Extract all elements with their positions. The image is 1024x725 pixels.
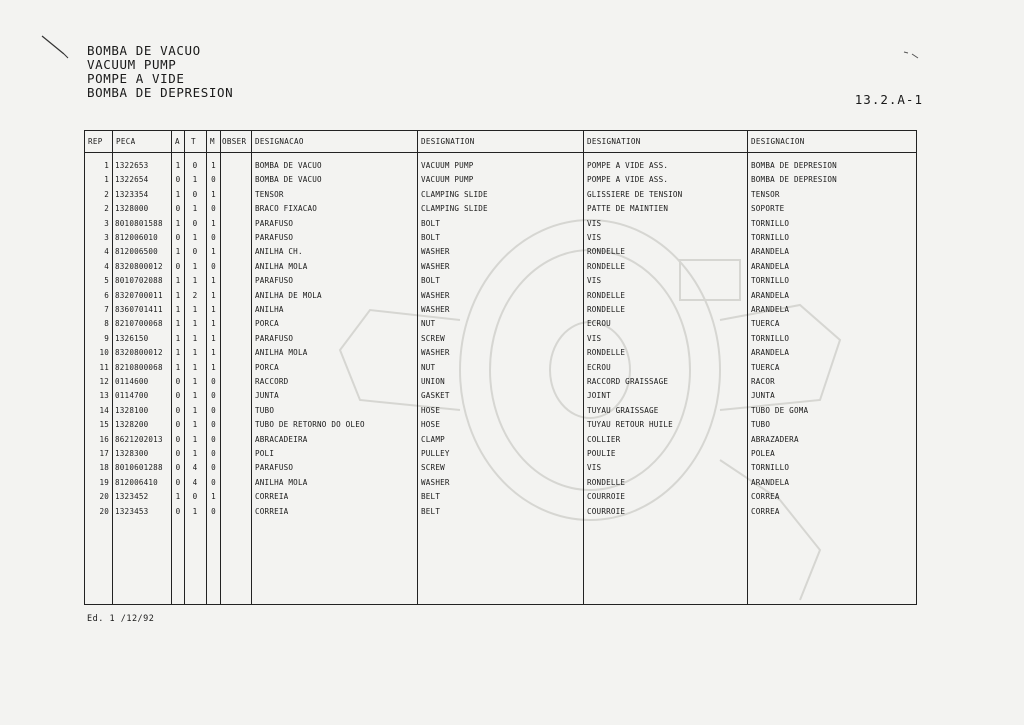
cell-pt: BRACO FIXACAO [255,204,318,214]
cell-en: HOSE [421,420,441,430]
cell-m: 1 [211,247,216,257]
cell-rep: 20 [99,492,109,502]
table-row [85,461,916,475]
table-row [85,375,916,389]
cell-a: 0 [175,420,181,430]
cell-pt: PARAFUSO [255,276,294,286]
cell-peca: 8210700068 [115,319,163,329]
cell-a: 1 [175,189,181,199]
cell-m: 0 [211,477,216,487]
cell-a: 0 [175,463,181,473]
cell-t: 0 [192,189,198,199]
cell-a: 1 [175,218,181,228]
cell-rep: 3 [104,218,109,228]
cell-es: POLEA [751,449,775,458]
cell-fr: JOINT [587,391,611,401]
cell-es: CORREA [751,492,780,502]
cell-rep: 4 [104,247,109,257]
cell-rep: 20 [99,506,109,516]
cell-pt: PARAFUSO [255,218,294,228]
cell-en: UNION [421,377,445,386]
table-row [85,361,916,375]
cell-peca: 812006500 [115,247,158,257]
cell-m: 0 [211,233,216,242]
cell-pt: PORCA [255,362,279,372]
cell-m: 0 [211,463,216,473]
table-row [85,332,916,346]
cell-t: 1 [192,377,198,386]
cell-pt: CORREIA [255,492,289,502]
cell-es: TORNILLO [751,276,790,286]
cell-t: 1 [192,391,198,401]
cell-a: 0 [175,477,181,487]
cell-t: 1 [192,261,198,271]
cell-pt: PARAFUSO [255,333,294,343]
scan-mark [40,34,70,64]
cell-pt: ABRACADEIRA [255,434,308,444]
cell-peca: 8621202013 [115,434,163,444]
cell-es: TORNILLO [751,333,790,343]
title-french: POMPE A VIDE [87,71,185,86]
cell-es: BOMBA DE DEPRESION [751,161,837,170]
cell-fr: PATTE DE MAINTIEN [587,204,669,214]
table-row [85,490,916,504]
cell-pt: TUBO DE RETORNO DO OLEO [255,420,365,430]
cell-m: 0 [211,391,216,401]
cell-t: 0 [192,492,198,502]
cell-fr: RONDELLE [587,348,626,358]
cell-m: 0 [211,204,216,214]
cell-a: 1 [175,492,181,502]
table-row [85,260,916,274]
cell-es: TUERCA [751,319,780,329]
title-spanish: BOMBA DE DEPRESION [87,85,234,100]
cell-en: PULLEY [421,449,450,458]
table-row [85,346,916,360]
cell-t: 1 [192,449,198,458]
cell-peca: 8320800012 [115,261,163,271]
cell-es: TORNILLO [751,233,790,242]
cell-t: 1 [192,405,198,415]
cell-a: 1 [175,319,181,329]
table-row [85,404,916,418]
header-divider [85,152,916,153]
table-row [85,245,916,259]
cell-es: TUBO [751,420,771,430]
cell-pt: TENSOR [255,189,284,199]
cell-en: WASHER [421,305,450,314]
cell-fr: RONDELLE [587,247,626,257]
cell-peca: 1322654 [115,175,149,185]
cell-a: 0 [175,449,181,458]
cell-m: 1 [211,362,216,372]
cell-a: 0 [175,434,181,444]
cell-t: 2 [192,290,198,300]
cell-fr: POULIE [587,449,616,458]
cell-en: WASHER [421,247,450,257]
header-obser: OBSER [222,137,247,146]
cell-peca: 0114600 [115,377,149,386]
cell-fr: RONDELLE [587,305,626,314]
cell-a: 1 [175,290,181,300]
cell-t: 1 [192,362,198,372]
cell-t: 4 [192,463,198,473]
page-reference: 13.2.A-1 [854,92,923,107]
cell-t: 1 [192,204,198,214]
cell-peca: 1328300 [115,449,149,458]
cell-es: ARANDELA [751,477,790,487]
cell-peca: 1323452 [115,492,149,502]
cell-m: 0 [211,506,216,516]
cell-fr: COURROIE [587,492,626,502]
cell-peca: 8210800068 [115,362,163,372]
header-m: M [210,137,215,146]
cell-m: 1 [211,189,216,199]
cell-peca: 1328100 [115,405,149,415]
table-row [85,159,916,173]
cell-t: 1 [192,333,198,343]
cell-m: 0 [211,261,216,271]
cell-rep: 2 [104,189,109,199]
cell-en: VACUUM PUMP [421,175,474,185]
cell-fr: RONDELLE [587,477,626,487]
cell-en: WASHER [421,290,450,300]
table-row [85,317,916,331]
cell-pt: BOMBA DE VACUO [255,161,322,170]
cell-en: CLAMPING SLIDE [421,204,488,214]
cell-rep: 18 [99,463,109,473]
cell-es: SOPORTE [751,204,785,214]
cell-a: 1 [175,362,181,372]
cell-en: VACUUM PUMP [421,161,474,170]
cell-en: WASHER [421,477,450,487]
cell-peca: 8320800012 [115,348,163,358]
title-english: VACUUM PUMP [87,57,177,72]
cell-a: 0 [175,405,181,415]
cell-t: 1 [192,233,198,242]
edition-footer: Ed. 1 /12/92 [87,614,155,624]
cell-es: TORNILLO [751,218,790,228]
cell-a: 0 [175,377,181,386]
cell-en: BOLT [421,276,441,286]
cell-peca: 8360701411 [115,305,163,314]
cell-fr: RACCORD GRAISSAGE [587,377,669,386]
cell-m: 0 [211,405,216,415]
cell-fr: VIS [587,333,602,343]
cell-rep: 17 [99,449,109,458]
table-row [85,476,916,490]
cell-pt: ANILHA [255,305,284,314]
cell-t: 1 [192,348,198,358]
cell-a: 1 [175,333,181,343]
cell-peca: 1323453 [115,506,149,516]
cell-t: 1 [192,175,198,185]
cell-peca: 1322653 [115,161,149,170]
cell-fr: TUYAU GRAISSAGE [587,405,659,415]
cell-fr: VIS [587,276,602,286]
cell-pt: ANILHA DE MOLA [255,290,322,300]
cell-pt: POLI [255,449,275,458]
cell-en: NUT [421,362,436,372]
cell-rep: 3 [104,233,109,242]
cell-peca: 812006010 [115,233,158,242]
cell-peca: 1328000 [115,204,149,214]
header-designacao: DESIGNACAO [255,137,304,146]
cell-pt: RACCORD [255,377,289,386]
cell-peca: 1328200 [115,420,149,430]
cell-m: 1 [211,161,216,170]
cell-fr: COURROIE [587,506,626,516]
cell-fr: VIS [587,218,602,228]
cell-rep: 6 [104,290,109,300]
table-row [85,433,916,447]
cell-peca: 8010601288 [115,463,163,473]
cell-fr: RONDELLE [587,290,626,300]
cell-es: ARANDELA [751,261,790,271]
cell-fr: GLISSIERE DE TENSION [587,189,683,199]
cell-rep: 19 [99,477,109,487]
table-row [85,418,916,432]
table-row [85,202,916,216]
cell-pt: PORCA [255,319,279,329]
cell-en: SCREW [421,463,445,473]
cell-peca: 1326150 [115,333,149,343]
cell-peca: 8320700011 [115,290,163,300]
cell-fr: RONDELLE [587,261,626,271]
cell-t: 1 [192,305,198,314]
cell-es: ARANDELA [751,290,790,300]
cell-en: CLAMPING SLIDE [421,189,488,199]
table-row [85,188,916,202]
cell-a: 0 [175,261,181,271]
header-peca: PECA [116,137,136,146]
cell-rep: 9 [104,333,109,343]
cell-t: 0 [192,161,198,170]
cell-rep: 15 [99,420,109,430]
cell-a: 1 [175,348,181,358]
cell-es: ARANDELA [751,305,790,314]
cell-pt: ANILHA MOLA [255,477,308,487]
cell-a: 0 [175,391,181,401]
cell-a: 0 [175,175,181,185]
cell-peca: 0114700 [115,391,149,401]
cell-en: BELT [421,492,441,502]
document-title-block [87,44,233,100]
cell-rep: 1 [104,161,109,170]
cell-m: 0 [211,434,216,444]
cell-fr: ECROU [587,362,611,372]
cell-a: 1 [175,305,181,314]
cell-rep: 1 [104,175,109,185]
cell-rep: 2 [104,204,109,214]
header-rep: REP [88,137,103,146]
header-designation-fr: DESIGNATION [587,137,641,146]
cell-m: 1 [211,492,216,502]
cell-pt: BOMBA DE VACUO [255,175,322,185]
cell-m: 0 [211,175,216,185]
cell-en: WASHER [421,348,450,358]
cell-es: ABRAZADERA [751,434,799,444]
cell-es: CORREA [751,506,780,516]
cell-peca: 8010801588 [115,218,163,228]
title-portuguese: BOMBA DE VACUO [87,43,201,58]
cell-m: 1 [211,218,216,228]
cell-m: 0 [211,420,216,430]
cell-pt: TUBO [255,405,275,415]
cell-peca: 8010702088 [115,276,163,286]
cell-pt: ANILHA CH. [255,247,303,257]
header-t: T [191,137,196,146]
cell-a: 0 [175,204,181,214]
cell-rep: 7 [104,305,109,314]
header-designation-en: DESIGNATION [421,137,475,146]
table-row [85,447,916,461]
cell-fr: COLLIER [587,434,621,444]
cell-m: 0 [211,449,216,458]
cell-fr: POMPE A VIDE ASS. [587,175,669,185]
cell-es: ARANDELA [751,348,790,358]
cell-m: 0 [211,377,216,386]
cell-a: 1 [175,247,181,257]
cell-m: 1 [211,348,216,358]
cell-pt: JUNTA [255,391,279,401]
cell-es: TUERCA [751,362,780,372]
cell-es: TENSOR [751,189,780,199]
cell-en: GASKET [421,391,450,401]
scan-mark [902,48,922,62]
cell-fr: VIS [587,463,602,473]
cell-en: CLAMP [421,434,445,444]
table-row [85,289,916,303]
cell-en: WASHER [421,261,450,271]
cell-m: 1 [211,319,216,329]
cell-es: JUNTA [751,391,775,401]
cell-rep: 5 [104,276,109,286]
table-row [85,505,916,519]
cell-a: 0 [175,506,181,516]
cell-rep: 4 [104,261,109,271]
cell-es: TORNILLO [751,463,790,473]
parts-table [84,130,917,605]
cell-m: 1 [211,290,216,300]
cell-a: 1 [175,161,181,170]
cell-m: 1 [211,333,216,343]
cell-peca: 812006410 [115,477,158,487]
header-a: A [175,137,180,146]
cell-rep: 16 [99,434,109,444]
cell-a: 0 [175,233,181,242]
cell-t: 1 [192,506,198,516]
cell-en: BOLT [421,218,441,228]
cell-fr: POMPE A VIDE ASS. [587,161,669,170]
header-designacion-es: DESIGNACION [751,137,805,146]
cell-t: 1 [192,434,198,444]
cell-t: 4 [192,477,198,487]
cell-rep: 10 [99,348,109,358]
cell-rep: 11 [99,362,109,372]
cell-fr: ECROU [587,319,611,329]
table-row [85,217,916,231]
table-row [85,303,916,317]
cell-rep: 14 [99,405,109,415]
cell-a: 1 [175,276,181,286]
cell-es: RACOR [751,377,775,386]
cell-en: SCREW [421,333,445,343]
cell-rep: 13 [99,391,109,401]
cell-en: BOLT [421,233,441,242]
cell-fr: TUYAU RETOUR HUILE [587,420,673,430]
cell-rep: 8 [104,319,109,329]
cell-pt: ANILHA MOLA [255,261,308,271]
cell-m: 1 [211,305,216,314]
cell-pt: PARAFUSO [255,233,294,242]
cell-fr: VIS [587,233,602,242]
cell-en: BELT [421,506,441,516]
table-row [85,231,916,245]
cell-pt: CORREIA [255,506,289,516]
cell-pt: ANILHA MOLA [255,348,308,358]
cell-en: NUT [421,319,436,329]
cell-pt: PARAFUSO [255,463,294,473]
cell-t: 0 [192,218,198,228]
table-row [85,173,916,187]
cell-rep: 12 [99,377,109,386]
cell-es: TUBO DE GOMA [751,405,809,415]
cell-t: 0 [192,247,198,257]
cell-es: ARANDELA [751,247,790,257]
cell-t: 1 [192,276,198,286]
table-row [85,274,916,288]
cell-en: HOSE [421,405,441,415]
cell-t: 1 [192,319,198,329]
table-row [85,389,916,403]
cell-es: BOMBA DE DEPRESION [751,175,837,185]
cell-t: 1 [192,420,198,430]
cell-peca: 1323354 [115,189,149,199]
cell-m: 1 [211,276,216,286]
